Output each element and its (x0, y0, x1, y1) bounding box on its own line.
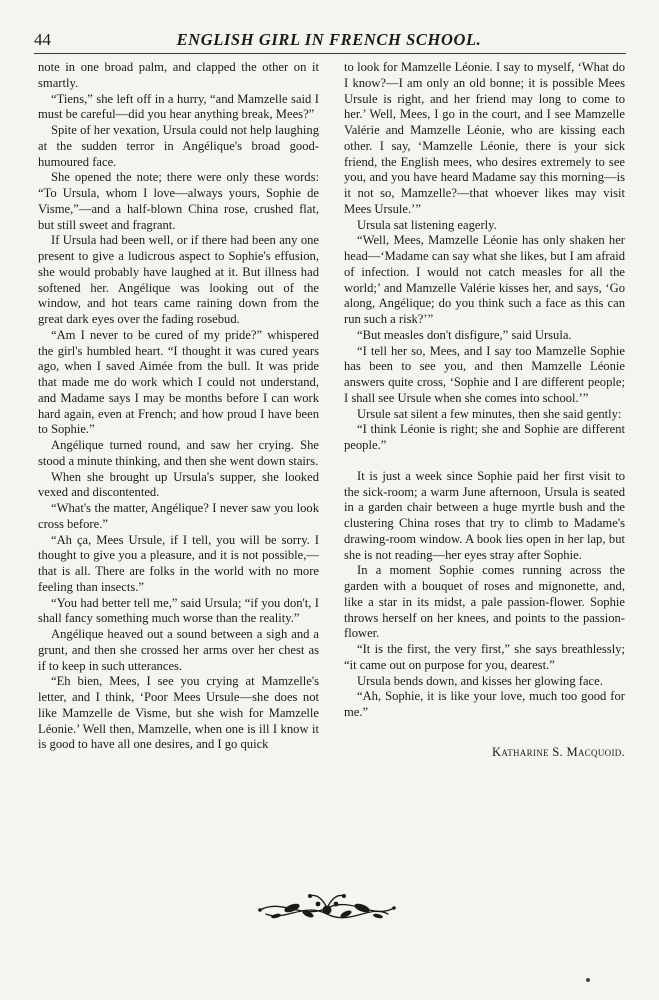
paragraph: to look for Mamzelle Léonie. I say to myself, ‘What do I know?—I am only an old bonne; it is possible Mees Ursule is right, and her friend may long to come to her.’ Well, Mees, I go in the court, and I see Mamzelle Valérie and Mamzelle Léonie, who are kissing each other. I say, ‘Mamzelle Léonie, there is your sick friend, the English mees, who desires extremely to see you, and you have heard Madame say this morning—is it not so, Mamzelle?—that whoever likes may visit Mees Ursule.’” (344, 60, 625, 216)
paragraph: “I think Léonie is right; she and Sophie are different people.” (344, 422, 625, 452)
paragraph: “Am I never to be cured of my pride?” whispered the girl's humbled heart. “I thought it was cured years ago, when I saved Aimée from the bull. It was pride that made me do work which I could not understand, and Madame says I may be months before I can work hard again, even at French; and how proud I have been to Sophie.” (38, 327, 319, 437)
paragraph: Spite of her vexation, Ursula could not help laughing at the sudden terror in Angélique's broad good-humoured face. (38, 123, 319, 169)
header-rule (34, 53, 626, 54)
paragraph: In a moment Sophie comes running across the garden with a bouquet of roses and mignonette, and, like a star in its midst, a pale passion-flower. Sophie throws herself on her knees, and points to the passion-flower. (344, 563, 625, 641)
page-number: 44 (34, 30, 51, 49)
author-signature: Katharine S. Macquoid. (492, 744, 625, 759)
paragraph: “What's the matter, Angélique? I never saw you look cross before.” (38, 501, 319, 531)
paragraph: note in one broad palm, and clapped the other on it smartly. (38, 60, 319, 90)
paragraph: If Ursula had been well, or if there had been any one present to give a ludicrous aspect to Sophie's effusion, she would probably have laughed at it. But illness had softened her. Angélique was looking out of the window, and hot tears came raining down from the great dark eyes over the fading rosebud. (38, 233, 319, 326)
paragraph: “Well, Mees, Mamzelle Léonie has only shaken her head—‘Madame can say what she likes, but I am afraid of infection. I would not catch measles for all the world;’ and Mamzelle Valérie kisses her, and says, ‘Go along, Angélique; do you think such a face as this can run such a risk?’” (344, 233, 625, 326)
page-mark (586, 978, 590, 982)
paragraph: “You had better tell me,” said Ursula; “if you don't, I shall fancy something much worse than the reality.” (38, 595, 319, 626)
paragraph: When she brought up Ursula's supper, she looked vexed and discontented. (38, 469, 319, 500)
paragraph: Ursula bends down, and kisses her glowing face. (357, 673, 603, 688)
paragraph: “Eh bien, Mees, I see you crying at Mamzelle's letter, and I think, ‘Poor Mees Ursule—she does not like Mamzelle de Visme, but she wish for Mamzelle Léonie.’ Well then, Mamzelle, when one is ill I know it is good to have all one desires, and I go quick (38, 674, 319, 752)
paragraph: “Tiens,” she left off in a hurry, “and Mamzelle said I must be careful—did you hear anything break, Mees?” (38, 91, 319, 122)
floral-tailpiece-icon (252, 886, 402, 930)
paragraph: “It is the first, the very first,” she says breathlessly; “it came out on purpose for you, dearest.” (344, 642, 625, 672)
paragraph: “Ah, Sophie, it is like your love, much too good for me.” (344, 689, 625, 719)
paragraph: Angélique turned round, and saw her crying. She stood a minute thinking, and then she went down stairs. (38, 438, 319, 468)
paragraph: “But measles don't disfigure,” said Ursula. (357, 327, 572, 342)
paragraph: “Ah ça, Mees Ursule, if I tell, you will be sorry. I thought to give you a pleasure, and it is not possible,—that is all. There are folks in the world with no more feeling than insects.” (38, 532, 319, 594)
paragraph: She opened the note; there were only these words: “To Ursula, whom I love—always yours, Sophie de Visme,”—and a half-blown China rose, crushed flat, but still sweet and fragrant. (38, 170, 319, 232)
paragraph: Ursula sat listening eagerly. (357, 217, 497, 232)
right-column (344, 60, 625, 761)
page-header (34, 30, 624, 52)
paragraph: Angélique heaved out a sound between a sigh and a grunt, and then she crossed her arms over her chest as if to keep in such utterances. (38, 627, 319, 673)
paragraph: It is just a week since Sophie paid her first visit to the sick-room; a warm June afternoon, Ursula is seated in a garden chair between a huge myrtle bush and the clustering China roses that try to climb to Madame's drawing-room window. A book lies open in her lap, but she is not reading—her eyes stray after Sophie. (344, 468, 625, 562)
paragraph: “I tell her so, Mees, and I say too Mamzelle Sophie has been to see you, and then Mamzelle Léonie answers quite cross, ‘Sophie and I are different people; I shall see Ursule when she comes into school.’” (344, 343, 625, 405)
left-column (38, 60, 319, 753)
running-title: ENGLISH GIRL IN FRENCH SCHOOL. (176, 30, 482, 49)
paragraph: Ursule sat silent a few minutes, then she said gently: (357, 406, 622, 421)
